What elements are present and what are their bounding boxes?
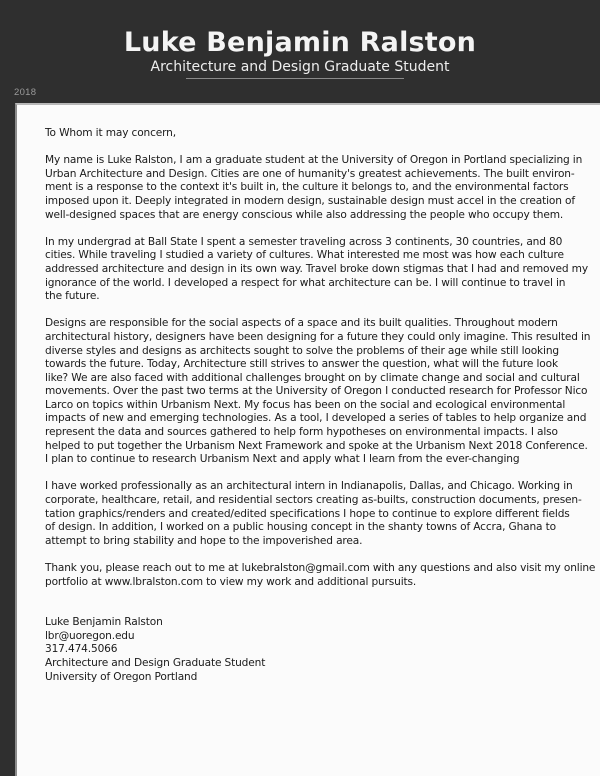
paragraph-research (45, 317, 591, 467)
paragraph-line: impacts of new and emerging technologies. As a tool, I developed a series of tables to help organize and (45, 412, 587, 425)
letterhead (0, 0, 600, 103)
paragraph-line: represent the data and sources gathered to help form hypotheses on environmental impacts. I also (45, 426, 558, 439)
paragraph-line: diverse styles and designs as architects sought to solve the problems of their age while still looking (45, 344, 559, 357)
paragraph-experience (45, 480, 585, 548)
paragraph-line: corporate, healthcare, retail, and residential sectors creating as-builts, construction documents, presen- (45, 494, 582, 507)
salutation-text: To Whom it may concern, (45, 127, 176, 139)
paragraph-line: the future. (45, 290, 100, 303)
author-subtitle: Architecture and Design Graduate Student (150, 59, 450, 75)
paragraph-line: ment is a response to the context it's built in, the culture it belongs to, and the environmental factors (45, 181, 569, 194)
paragraph-line: addressed architecture and design in its own way. Travel broke down stigmas that I had and removed my (45, 262, 588, 275)
signature-block (45, 616, 585, 684)
paragraph-line: imposed upon it. Deeply integrated in modern design, sustainable design must accel in the creation of (45, 194, 575, 207)
paragraph-line: tation graphics/renders and created/edited specifications I hope to continue to explore different fields (45, 507, 570, 520)
paragraph-intro (45, 154, 585, 222)
letter-page (15, 103, 600, 776)
paragraph-travel (45, 235, 588, 304)
paragraph-line: architectural history, designers have been designing for a future they could only imagine. This resulted in (45, 330, 591, 343)
paragraph-line: movements. Over the past two terms at the University of Oregon I conducted research for Professor Nico (45, 385, 588, 398)
paragraph-line: towards the future. Today, Architecture still strives to answer the question, what will the future look (45, 358, 558, 371)
signature-title: Architecture and Design Graduate Student (45, 656, 266, 669)
paragraph-line: Urban Architecture and Design. Cities are one of humanity's greatest achievements. The built environ- (45, 167, 575, 180)
paragraph-line: Designs are responsible for the social aspects of a space and its built qualities. Throughout modern (45, 317, 558, 330)
paragraph-line: well-designed spaces that are energy conscious while also addressing the people who occupy them. (45, 208, 564, 221)
author-name: Luke Benjamin Ralston (123, 27, 477, 58)
paragraph-line: helped to put together the Urbanism Next Framework and spoke at the Urbanism Next 2018 Conference. (45, 439, 588, 452)
paragraph-line: like? We are also faced with additional challenges brought on by climate change and social and cultural (45, 371, 580, 384)
paragraph-line: My name is Luke Ralston, I am a graduate student at the University of Oregon in Portland specializing in (45, 154, 583, 167)
paragraph-line: cities. While traveling I studied a variety of cultures. What interested me most was how each culture (45, 249, 564, 262)
paragraph-line: I plan to continue to research Urbanism Next and apply what I learn from the ever-changing (45, 453, 520, 466)
salutation (45, 127, 585, 141)
paragraph-line: Thank you, please reach out to me at lukebralston@gmail.com with any questions and also visit my online (45, 562, 596, 574)
paragraph-line: Larco on topics within Urbanism Next. My focus has been on the social and ecological environmental (45, 398, 566, 411)
letter-body (45, 127, 596, 684)
signature-phone: 317.474.5066 (45, 643, 118, 656)
signature-institution: University of Oregon Portland (45, 670, 198, 683)
signature-email: lbr@uoregon.edu (45, 629, 135, 642)
paragraph-line: In my undergrad at Ball State I spent a semester traveling across 3 continents, 30 countries, and 80 (45, 235, 563, 248)
year-label: 2018 (14, 87, 37, 98)
paragraph-line: I have worked professionally as an architectural intern in Indianapolis, Dallas, and Chicago. Working in (45, 480, 573, 493)
paragraph-line: attempt to bring stability and hope to the impoverished area. (45, 534, 363, 547)
paragraph-line: ignorance of the world. I developed a respect for what architecture can be. I will continue to travel in (45, 276, 566, 289)
paragraph-line: portfolio at www.lbralston.com to view my work and additional pursuits. (45, 575, 417, 588)
paragraph-closing (45, 562, 596, 589)
signature-name: Luke Benjamin Ralston (45, 616, 163, 629)
header-divider (186, 78, 404, 79)
paragraph-line: of design. In addition, I worked on a public housing concept in the shanty towns of Accra, Ghana to (45, 521, 556, 534)
